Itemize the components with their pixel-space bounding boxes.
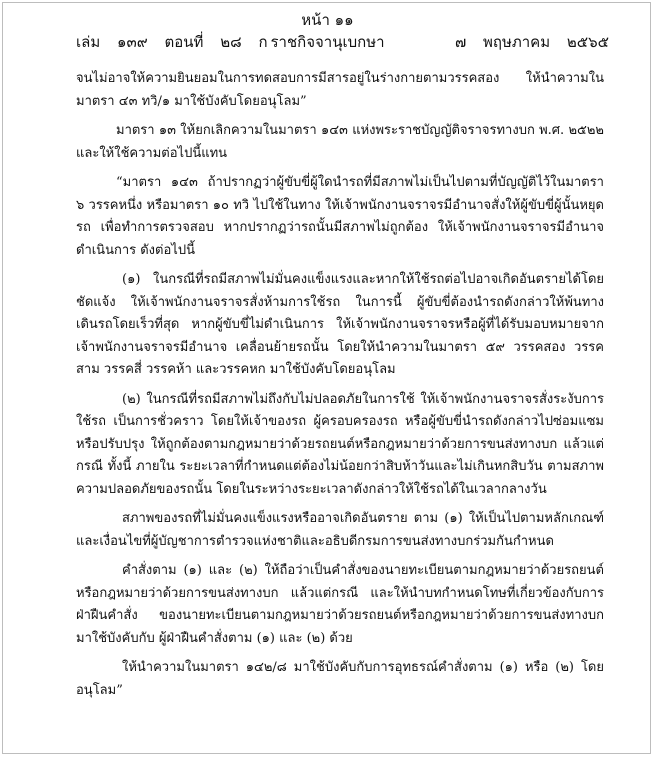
paragraph-clause-2: (๒) ในกรณีที่รถมีสภาพไม่ถึงกับไม่ปลอดภัยในการใช้ ให้เจ้าพนักงานจราจรสั่งระงับการใช้รถ เป็นการชั่วคราว โดยให้เจ้าของรถ ผู้ครอบครองรถ หรือผู้ขับขี่นำรถดังกล่าวไปซ่อมแซมหรือปรับปรุง ให้ถูกต้องตามกฎหมายว่าด้วยรถยนต์หรือกฎหมายว่าด้วยการขนส่งทางบก แล้วแต่กรณี ทั้งนี้ ภายใน ระยะเวลาที่กำหนดแต่ต้องไม่น้อยกว่าสิบห้าวันและไม่เกินหกสิบวัน ตามสภาพความปลอดภัยของรถนั้น โดยในระหว่างระยะเวลาดังกล่าวให้ใช้รถได้ในเวลากลางวัน (76, 391, 604, 497)
paragraph-orders: คำสั่งตาม (๑) และ (๒) ให้ถือว่าเป็นคำสั่งของนายทะเบียนตามกฎหมายว่าด้วยรถยนต์ หรือกฎหมายว่าด้วยการขนส่งทางบก แล้วแต่กรณี และให้นำบทกำหนดโทษที่เกี่ยวข้องกับการฝ่าฝืนคำสั่ง ของนายทะเบียนตามกฎหมายว่าด้วยรถยนต์หรือกฎหมายว่าด้วยการขนส่งทางบก มาใช้บังคับกับ ผู้ฝ่าฝืนคำสั่งตาม (๑) และ (๒) ด้วย (76, 563, 604, 646)
paragraph-section-13: มาตรา ๑๓ ให้ยกเลิกความในมาตรา ๑๔๓ แห่งพระราชบัญญัติจราจรทางบก พ.ศ. ๒๕๒๒ และให้ใช้ความต่อไปนี้แทน (76, 123, 604, 161)
document-body (76, 68, 604, 702)
page-number: หน้า ๑๑ (301, 11, 354, 29)
paragraph-appeal: ให้นำความในมาตรา ๑๔๒/๘ มาใช้บังคับกับการอุทธรณ์คำสั่งตาม (๑) หรือ (๒) โดยอนุโลม” (76, 660, 604, 698)
paragraph-continuation: จนไม่อาจให้ความยินยอมในการทดสอบการมีสารอยู่ในร่างกายตามวรรคสอง ให้นำความในมาตรา ๔๓ ทวิ/๑ มาใช้บังคับโดยอนุโลม” (76, 71, 604, 109)
volume-label: เล่ม (76, 33, 101, 51)
volume-number: ๑๓๙ (117, 33, 148, 51)
section-letter: ก (258, 33, 268, 51)
date-year: ๒๕๖๕ (566, 33, 609, 51)
date-day: ๗ (454, 33, 467, 51)
paragraph-clause-1: (๑) ในกรณีที่รถมีสภาพไม่มั่นคงแข็งแรงและหากให้ใช้รถต่อไปอาจเกิดอันตรายได้โดยชัดแจ้ง ให้เจ้าพนักงานจราจรสั่งห้ามการใช้รถ ในการนี้ ผู้ขับขี่ต้องนำรถดังกล่าวให้พ้นทางเดินรถโดยเร็วที่สุด หากผู้ขับขี่ไม่ดำเนินการ ให้เจ้าพนักงานจราจรหรือผู้ที่ได้รับมอบหมายจากเจ้าพนักงานจราจรมีอำนาจ เคลื่อนย้ายรถนั้น โดยให้นำความในมาตรา ๕๙ วรรคสอง วรรคสาม วรรคสี่ วรรคห้า และวรรคหก มาใช้บังคับโดยอนุโลม (76, 272, 604, 377)
date-month: พฤษภาคม (483, 33, 551, 51)
gazette-name: ราชกิจจานุเบกษา (270, 33, 385, 51)
publication-date (455, 30, 609, 54)
section-number: ๒๘ (220, 33, 242, 51)
section-label: ตอนที่ (164, 33, 204, 51)
paragraph-vehicle-condition: สภาพของรถที่ไม่มั่นคงแข็งแรงหรืออาจเกิดอันตราย ตาม (๑) ให้เป็นไปตามหลักเกณฑ์ และเงื่อนไขที่ผู้บัญชาการตำรวจแห่งชาติและอธิบดีกรมการขนส่งทางบกร่วมกันกำหนด (76, 511, 604, 549)
paragraph-section-143: “มาตรา ๑๔๓ ถ้าปรากฏว่าผู้ขับขี่ผู้ใดนำรถที่มีสภาพไม่เป็นไปตามที่บัญญัติไว้ในมาตรา ๖ วรรคหนึ่ง หรือมาตรา ๑๐ ทวิ ไปใช้ในทาง ให้เจ้าพนักงานจราจรมีอำนาจสั่งให้ผู้ขับขี่ผู้นั้นหยุดรถ เพื่อทำการตรวจสอบ หากปรากฏว่ารถนั้นมีสภาพไม่ถูกต้อง ให้เจ้าพนักงานจราจรมีอำนาจดำเนินการ ดังต่อไปนี้ (76, 175, 604, 258)
gazette-header (0, 0, 655, 60)
